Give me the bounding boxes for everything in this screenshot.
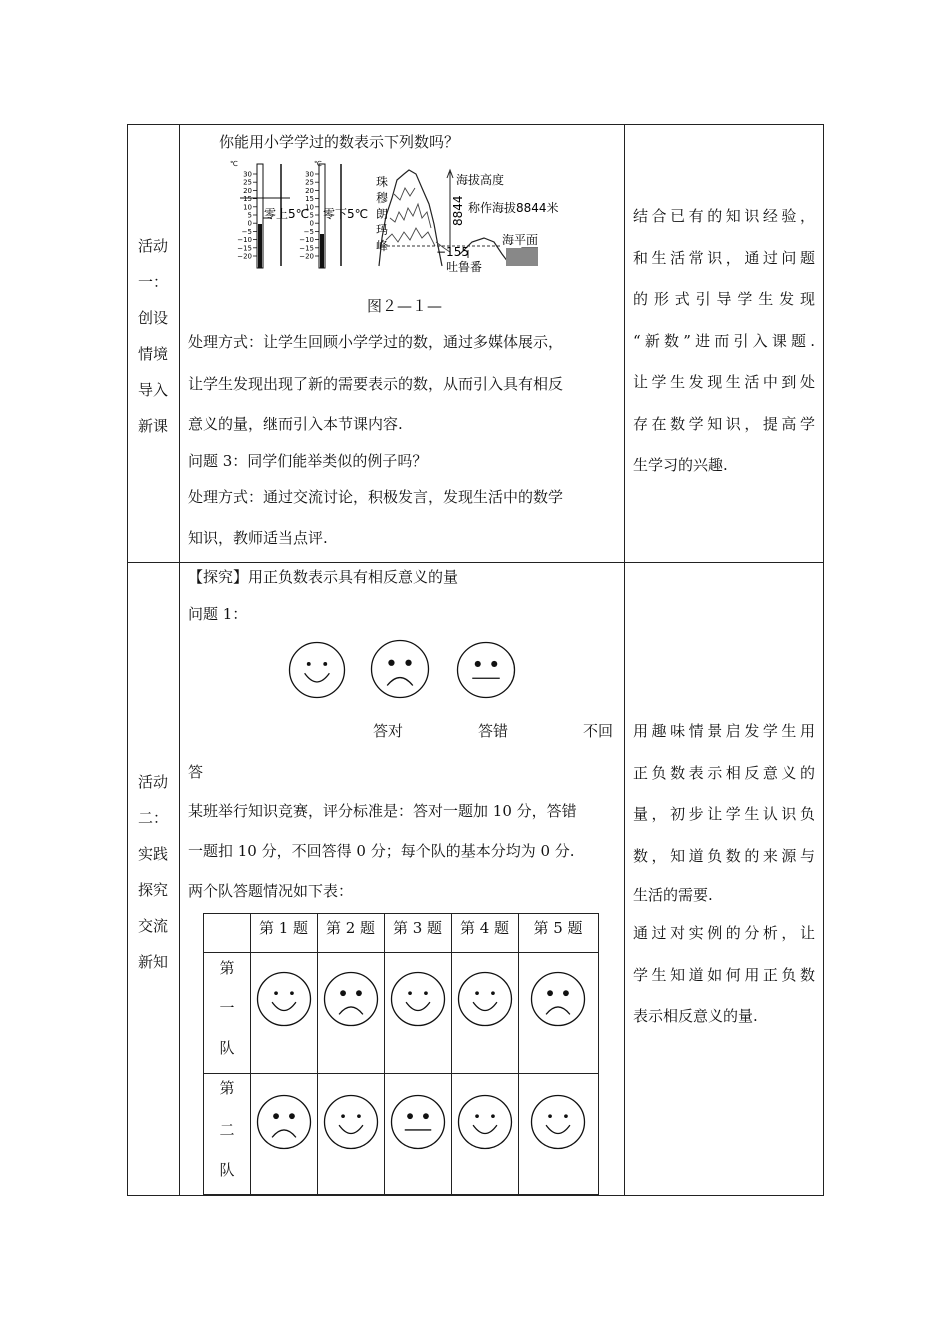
cell-border	[204, 1073, 598, 1074]
face-eye	[491, 991, 495, 995]
row2-question: 问题 1：	[188, 605, 248, 623]
label-char: 导入	[137, 381, 168, 399]
smile-face-icon	[457, 971, 513, 1027]
unit-label: ℃	[230, 160, 238, 168]
tick-label: −15	[237, 244, 252, 253]
team1-label: 一	[219, 999, 235, 1017]
row1-line: 意义的量，继而引入本节课内容.	[188, 415, 403, 433]
tick-label: 25	[243, 178, 252, 187]
face-label-wrong: 答错	[478, 722, 509, 740]
peak-name: 峰	[376, 239, 389, 253]
frown-face-icon	[323, 971, 379, 1027]
side-line: 结合已有的知识经验，	[633, 207, 815, 225]
tick-label: 10	[243, 203, 252, 212]
face-mouth	[546, 1007, 570, 1014]
side-line: 表示相反意义的量.	[633, 1007, 758, 1025]
row1-line: 知识，教师适当点评.	[188, 529, 328, 547]
column-divider	[624, 125, 625, 1195]
smile-face-icon	[457, 1094, 513, 1150]
face-outline	[257, 973, 310, 1026]
face-eye	[408, 991, 412, 995]
tick-label: −5	[241, 227, 252, 236]
label-char: 活动	[137, 773, 168, 791]
height-caption: 称作海拔8844米	[468, 201, 559, 215]
face-eye	[563, 990, 569, 996]
side-line: 正负数表示相反意义的	[633, 763, 815, 782]
height-value: 8844	[451, 195, 465, 226]
temperature-altitude-figure	[230, 158, 559, 274]
row1-label	[128, 228, 178, 444]
face-mouth	[339, 1007, 363, 1014]
face-outline	[290, 643, 345, 698]
side-line: 存在数学知识，提高学	[633, 414, 815, 433]
face-eye	[405, 660, 411, 666]
row2-line: 两个队答题情况如下表：	[188, 882, 354, 900]
table-header: 第 2 题	[325, 919, 376, 937]
team2-label: 二	[219, 1121, 235, 1139]
peak-name: 穆	[376, 191, 389, 205]
face-eye	[475, 991, 479, 995]
face-mouth	[387, 678, 413, 686]
face-eye	[564, 1114, 568, 1118]
face-eye	[290, 991, 294, 995]
face-outline	[372, 641, 429, 698]
label-char: 情境	[137, 345, 168, 363]
tick-label: −10	[237, 236, 252, 245]
tick-label: −5	[303, 227, 314, 236]
face-outline	[324, 973, 377, 1026]
face-eye	[547, 990, 553, 996]
cell-border	[250, 914, 251, 1194]
tick-label: 0	[247, 219, 252, 228]
face-label-no-answer: 不回	[583, 722, 614, 740]
row2-heading: 【探究】用正负数表示具有相反意义的量	[188, 568, 459, 586]
column-divider	[179, 125, 180, 1195]
peak-name: 珠	[376, 175, 389, 189]
face-eye	[491, 1114, 495, 1118]
face-mouth	[406, 1002, 430, 1010]
face-outline	[391, 973, 444, 1026]
peak-name: 玛	[376, 223, 389, 237]
thermometer-1	[230, 160, 309, 268]
table-header: 第 4 题	[459, 919, 510, 937]
face-eye	[491, 661, 497, 667]
face-eye	[548, 1114, 552, 1118]
altitude-label: 海拔高度	[456, 173, 505, 187]
thermometer1-label: 零上5℃	[264, 207, 310, 221]
face-mouth	[272, 1130, 296, 1137]
tick-label: −10	[299, 236, 314, 245]
label-char: 新课	[137, 417, 168, 435]
frown-face-icon	[256, 1094, 312, 1150]
tick-label: 15	[243, 195, 252, 204]
face-outline	[391, 1096, 444, 1149]
tick-label: −20	[237, 252, 252, 261]
face-eye	[475, 661, 481, 667]
face-mouth	[546, 1125, 570, 1133]
face-outline	[324, 1096, 377, 1149]
team2-label: 队	[219, 1161, 235, 1179]
face-eye	[273, 1113, 279, 1119]
row1-line: 让学生发现出现了新的需要表示的数，从而引入具有相反	[188, 375, 564, 393]
smile-face-icon	[323, 1094, 379, 1150]
face-outline	[458, 1096, 511, 1149]
face-mouth	[305, 673, 330, 682]
smile-face-icon	[390, 971, 446, 1027]
smile-face-icon	[256, 971, 312, 1027]
face-outline	[532, 1096, 585, 1149]
neutral-face-icon	[390, 1094, 446, 1150]
figure-caption: 图２—１—	[367, 297, 443, 315]
side-line: 量，初步让学生认识负	[633, 805, 815, 823]
face-mouth	[473, 1125, 497, 1133]
label-char: 探究	[137, 881, 168, 899]
table-header: 第 3 题	[392, 919, 443, 937]
face-eye	[341, 1114, 345, 1118]
side-line: 和生活常识，通过问题	[633, 248, 815, 267]
side-line: 用趣味情景启发学生用	[633, 722, 815, 740]
sea-level-label: 海平面	[502, 233, 539, 247]
team2-label: 第	[219, 1079, 235, 1097]
row1-line: 处理方式：通过交流讨论，积极发言，发现生活中的数学	[188, 488, 564, 506]
side-line: 通过对实例的分析，让	[633, 924, 815, 942]
smile-face-icon	[530, 1094, 586, 1150]
row2-line: 某班举行知识竞赛，评分标准是：答对一题加 10 分，答错	[188, 802, 577, 820]
row2-label	[128, 764, 178, 980]
team1-label: 第	[219, 959, 235, 977]
label-char: 创设	[137, 309, 168, 327]
side-line: 生活的需要.	[633, 886, 713, 904]
tick-label: 0	[309, 219, 314, 228]
face-eye	[356, 990, 362, 996]
face-eye	[289, 1113, 295, 1119]
side-line: 学生知道如何用正负数	[633, 965, 815, 984]
cell-border	[204, 952, 598, 953]
face-mouth	[473, 1002, 497, 1010]
side-line: 生学习的兴趣.	[633, 456, 728, 474]
tick-label: 20	[305, 186, 314, 195]
label-char: 二：	[137, 809, 168, 827]
tick-label: 20	[243, 186, 252, 195]
frown-face-icon	[370, 639, 430, 699]
face-outline	[458, 643, 515, 698]
basin-name: 吐鲁番	[446, 260, 483, 274]
face-outline	[458, 973, 511, 1026]
face-eye	[388, 660, 394, 666]
label-char: 活动	[137, 237, 168, 255]
row2-side-notes	[633, 711, 815, 1038]
smile-face-icon	[288, 641, 346, 699]
face-mouth	[272, 1002, 296, 1010]
tick-label: 30	[243, 170, 252, 179]
side-line: 的形式引导学生发现	[633, 290, 815, 308]
unit-label: ℃	[314, 160, 322, 168]
table-header: 第 1 题	[258, 919, 309, 937]
frown-face-icon	[530, 971, 586, 1027]
table-header: 第 5 题	[533, 919, 583, 937]
face-eye	[274, 991, 278, 995]
face-eye	[340, 990, 346, 996]
label-char: 实践	[137, 845, 168, 863]
cell-border	[451, 914, 452, 1194]
face-eye	[407, 1113, 413, 1119]
depth-value: −155	[436, 245, 469, 259]
face-outline	[532, 973, 585, 1026]
face-eye	[307, 662, 311, 666]
cell-border	[384, 914, 385, 1194]
label-char: 交流	[137, 917, 168, 935]
thermometer-2	[299, 160, 368, 268]
side-line: 数，知道负数的来源与	[633, 846, 815, 865]
tick-label: 10	[305, 203, 314, 212]
tick-label: −20	[299, 252, 314, 261]
row1-question: 你能用小学学过的数表示下列数吗？	[219, 133, 460, 151]
face-label-correct: 答对	[373, 722, 404, 740]
cell-border	[317, 914, 318, 1194]
neutral-face-icon	[456, 641, 516, 699]
face-eye	[475, 1114, 479, 1118]
face-mouth	[339, 1125, 363, 1133]
row1-line: 处理方式：让学生回顾小学学过的数，通过多媒体展示，	[188, 333, 564, 351]
face-outline	[257, 1096, 310, 1149]
row2-line: 一题扣 10 分，不回答得 0 分；每个队的基本分均为 0 分.	[188, 842, 575, 860]
label-char: 一：	[137, 273, 168, 291]
row-divider	[128, 562, 823, 563]
tick-label: −15	[299, 244, 314, 253]
peak-name: 朗	[376, 207, 389, 221]
label-char: 新知	[137, 953, 168, 971]
thermometer2-label: 零下5℃	[323, 207, 369, 221]
face-eye	[423, 1113, 429, 1119]
side-line: 让学生发现生活中到处	[633, 373, 815, 391]
side-line: “新数”进而引入课题.	[633, 331, 815, 350]
tick-label: 15	[305, 195, 314, 204]
face-eye	[357, 1114, 361, 1118]
answer-table	[203, 913, 599, 1195]
row1-side-notes	[633, 196, 815, 487]
face-label-wrap: 答	[188, 763, 204, 781]
cell-border	[518, 914, 519, 1194]
tick-label: 5	[247, 211, 252, 220]
tick-label: 5	[309, 211, 314, 220]
face-eye	[323, 662, 327, 666]
row1-line: 问题 3：同学们能举类似的例子吗？	[188, 452, 428, 470]
tick-label: 25	[305, 178, 314, 187]
face-eye	[424, 991, 428, 995]
tick-label: 30	[305, 170, 314, 179]
team1-label: 队	[219, 1039, 235, 1057]
